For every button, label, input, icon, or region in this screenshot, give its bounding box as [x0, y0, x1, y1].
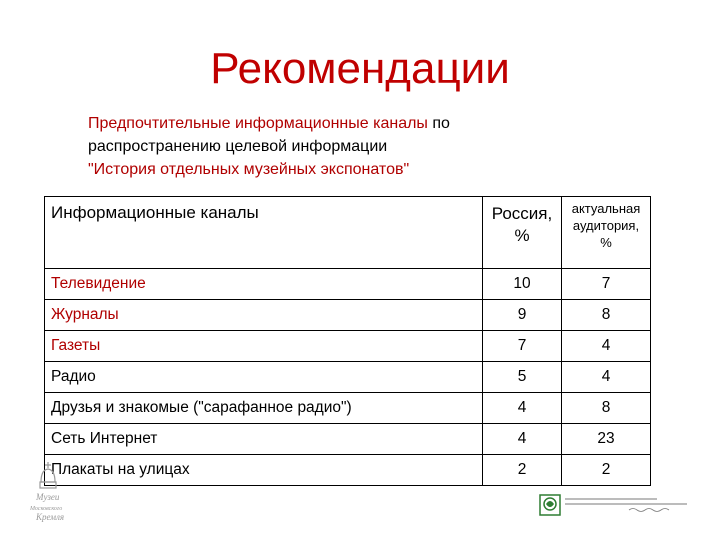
table-header-row: [45, 197, 651, 269]
svg-text:Музеи: Музеи: [36, 492, 60, 502]
svg-text:Московского: Московского: [30, 506, 63, 512]
table-row: [45, 269, 651, 300]
svg-text:Кремля: Кремля: [36, 512, 65, 522]
subtitle-quote: "История отдельных музейных экспонатов": [88, 161, 410, 178]
audience-cell: 7: [562, 269, 651, 300]
subtitle-black-part: по распространению целевой информации: [88, 115, 450, 155]
russia-cell: 5: [483, 362, 562, 393]
russia-cell: 2: [483, 455, 562, 486]
audience-cell: 4: [562, 331, 651, 362]
russia-cell: 4: [483, 424, 562, 455]
table-row: [45, 362, 651, 393]
table-row: [45, 424, 651, 455]
russia-cell: 9: [483, 300, 562, 331]
russia-cell: 4: [483, 393, 562, 424]
slide-title: Рекомендации: [210, 44, 510, 93]
russia-cell: 10: [483, 269, 562, 300]
channel-cell: Радио: [45, 362, 483, 393]
table-row: [45, 300, 651, 331]
russia-cell: 7: [483, 331, 562, 362]
audience-cell: 8: [562, 300, 651, 331]
subtitle-red-part: Предпочтительные информационные каналы: [88, 115, 428, 132]
channel-cell: Друзья и знакомые ("сарафанное радио"): [45, 393, 483, 424]
channel-cell: Журналы: [45, 300, 483, 331]
channel-cell: Сеть Интернет: [45, 424, 483, 455]
vciom-logo: [539, 494, 689, 516]
subtitle: [88, 112, 548, 181]
channel-cell: Телевидение: [45, 269, 483, 300]
channel-cell: Газеты: [45, 331, 483, 362]
channel-cell: Плакаты на улицах: [45, 455, 483, 486]
audience-cell: 8: [562, 393, 651, 424]
table-row: [45, 393, 651, 424]
table-row: [45, 455, 651, 486]
audience-cell: 4: [562, 362, 651, 393]
audience-cell: 23: [562, 424, 651, 455]
kremlin-museum-logo: [26, 458, 82, 528]
header-audience: актуальная аудитория, %: [562, 197, 651, 269]
audience-cell: 2: [562, 455, 651, 486]
header-russia: Россия, %: [483, 197, 562, 269]
channels-table: [44, 196, 651, 486]
table-row: [45, 331, 651, 362]
header-channels: Информационные каналы: [45, 197, 483, 269]
